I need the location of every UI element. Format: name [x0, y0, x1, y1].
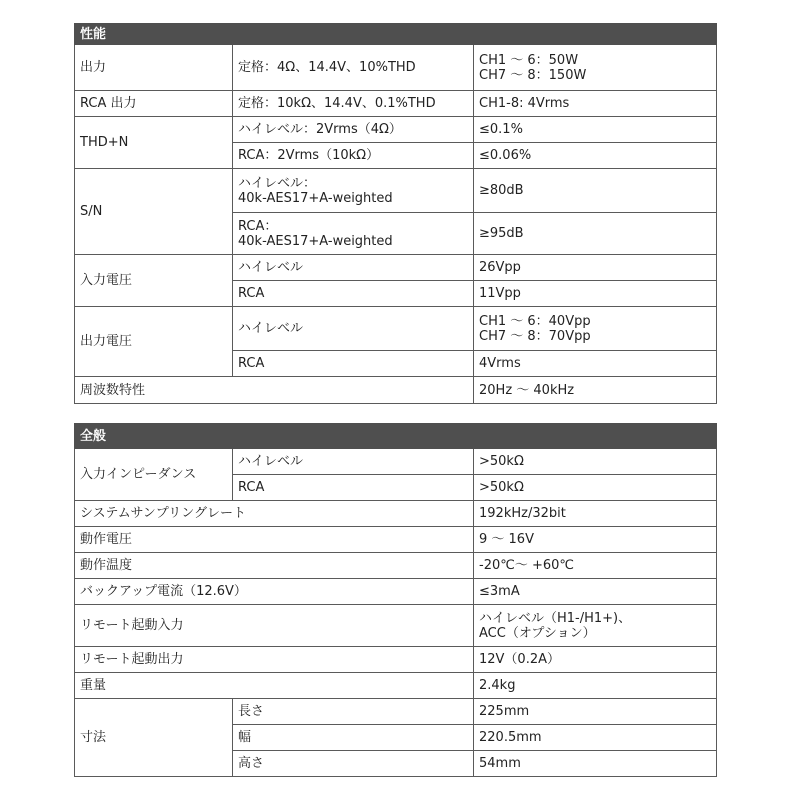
output-voltage-high-value: CH1 ～ 6：40Vpp CH7 ～ 8：70Vpp [474, 307, 717, 351]
impedance-rca-value: >50kΩ [474, 475, 717, 501]
weight-value: 2.4kg [474, 673, 717, 699]
sampling-rate-value: 192kHz/32bit [474, 501, 717, 527]
sn-high-condition: ハイレベル： 40k-AES17+A-weighted [233, 169, 474, 213]
sn-rca-condition: RCA： 40k-AES17+A-weighted [233, 213, 474, 255]
frequency-response-label: 周波数特性 [75, 377, 474, 404]
output-condition: 定格：4Ω、14.4V、10%THD [233, 45, 474, 91]
output-voltage-rca-value: 4Vrms [474, 351, 717, 377]
dimensions-label: 寸法 [75, 699, 233, 777]
input-voltage-rca-condition: RCA [233, 281, 474, 307]
general-spec-table [74, 423, 717, 777]
input-voltage-rca-value: 11Vpp [474, 281, 717, 307]
performance-spec-table [74, 23, 717, 404]
operating-temperature-value: -20℃～ +60℃ [474, 553, 717, 579]
dimension-height-label: 高さ [233, 751, 474, 777]
input-voltage-label: 入力電圧 [75, 255, 233, 307]
dimension-width-value: 220.5mm [474, 725, 717, 751]
remote-output-value: 12V（0.2A） [474, 647, 717, 673]
dimension-height-value: 54mm [474, 751, 717, 777]
weight-label: 重量 [75, 673, 474, 699]
rca-output-label: RCA 出力 [75, 91, 233, 117]
performance-section-header: 性能 [75, 24, 717, 45]
dimension-length-label: 長さ [233, 699, 474, 725]
general-section-header: 全般 [75, 424, 717, 449]
rca-output-condition: 定格：10kΩ、14.4V、0.1%THD [233, 91, 474, 117]
operating-voltage-label: 動作電圧 [75, 527, 474, 553]
thd-rca-condition: RCA：2Vrms（10kΩ） [233, 143, 474, 169]
thd-high-condition: ハイレベル：2Vrms（4Ω） [233, 117, 474, 143]
thd-label: THD+N [75, 117, 233, 169]
dimension-width-label: 幅 [233, 725, 474, 751]
backup-current-label: バックアップ電流（12.6V） [75, 579, 474, 605]
backup-current-value: ≤3mA [474, 579, 717, 605]
thd-high-value: ≤0.1% [474, 117, 717, 143]
operating-temperature-label: 動作温度 [75, 553, 474, 579]
impedance-rca-condition: RCA [233, 475, 474, 501]
input-voltage-high-condition: ハイレベル [233, 255, 474, 281]
rca-output-value: CH1-8: 4Vrms [474, 91, 717, 117]
impedance-high-condition: ハイレベル [233, 449, 474, 475]
output-voltage-high-condition: ハイレベル [233, 307, 474, 351]
impedance-label: 入力インピーダンス [75, 449, 233, 501]
sn-high-value: ≥80dB [474, 169, 717, 213]
sn-label: S/N [75, 169, 233, 255]
output-voltage-label: 出力電圧 [75, 307, 233, 377]
output-label: 出力 [75, 45, 233, 91]
impedance-high-value: >50kΩ [474, 449, 717, 475]
sampling-rate-label: システムサンプリングレート [75, 501, 474, 527]
input-voltage-high-value: 26Vpp [474, 255, 717, 281]
remote-input-label: リモート起動入力 [75, 605, 474, 647]
remote-output-label: リモート起動出力 [75, 647, 474, 673]
dimension-length-value: 225mm [474, 699, 717, 725]
frequency-response-value: 20Hz ～ 40kHz [474, 377, 717, 404]
output-value: CH1 ～ 6：50W CH7 ～ 8：150W [474, 45, 717, 91]
sn-rca-value: ≥95dB [474, 213, 717, 255]
output-voltage-rca-condition: RCA [233, 351, 474, 377]
remote-input-value: ハイレベル（H1-/H1+)、 ACC（オプション） [474, 605, 717, 647]
thd-rca-value: ≤0.06% [474, 143, 717, 169]
operating-voltage-value: 9 ～ 16V [474, 527, 717, 553]
